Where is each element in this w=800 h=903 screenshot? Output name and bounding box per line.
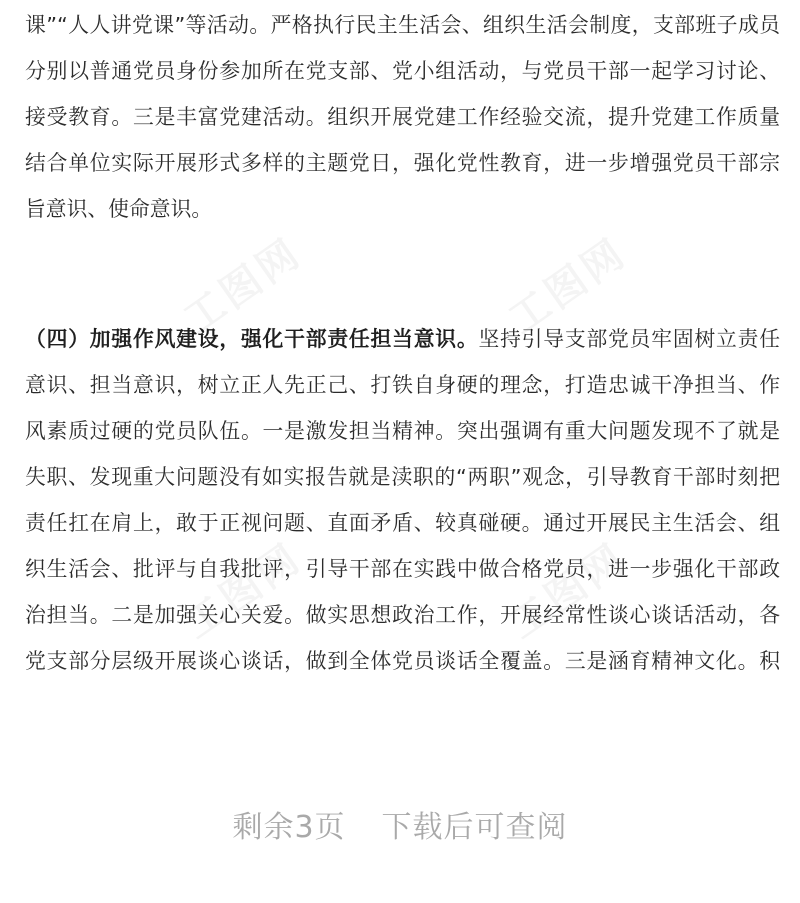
paragraph-continuation (25, 2, 780, 232)
text-line: 风素质过硬的党员队伍。一是激发担当精神。突出强调有重大问题发现不了就是 (25, 419, 780, 443)
text-line: 分别以普通党员身份参加所在党支部、党小组活动，与党员干部一起学习讨论、 (25, 59, 780, 83)
text-line: 旨意识、使命意识。 (25, 197, 213, 221)
remaining-pages-label: 剩余3页 (232, 810, 346, 845)
text-span: 坚持引导支部党员牢固树立责任 (478, 327, 780, 351)
download-to-view-label: 下载后可查阅 (381, 810, 568, 845)
watermark: 工图网 (175, 229, 311, 344)
text-line: 接受教育。三是丰富党建活动。组织开展党建工作经验交流，提升党建工作质量 (25, 105, 780, 129)
text-line: 责任扛在肩上，敢于正视问题、直面矛盾、较真碰硬。通过开展民主生活会、组 (25, 511, 780, 535)
text-line: 失职、发现重大问题没有如实报告就是渎职的“两职”观念，引导教育干部时刻把 (25, 465, 780, 489)
text-line: 结合单位实际开展形式多样的主题党日，强化党性教育，进一步增强党员干部宗 (25, 151, 780, 175)
text-line: 治担当。二是加强关心关爱。做实思想政治工作，开展经常性谈心谈话活动，各 (25, 603, 780, 627)
watermark: 工图网 (175, 534, 311, 649)
watermark: 工图网 (500, 229, 636, 344)
watermark: 工图网 (500, 534, 636, 649)
download-prompt[interactable] (0, 802, 800, 846)
heading-line (25, 316, 780, 362)
text-line: 课”“人人讲党课”等活动。严格执行民主生活会、组织生活会制度，支部班子成员 (25, 13, 780, 37)
text-line: 织生活会、批评与自我批评，引导干部在实践中做合格党员，进一步强化干部政 (25, 557, 780, 581)
section-heading: （四）加强作风建设，强化干部责任担当意识。 (25, 327, 479, 351)
text-line: 党支部分层级开展谈心谈话，做到全体党员谈话全覆盖。三是涵育精神文化。积 (25, 649, 780, 673)
paragraph-section-four (25, 316, 780, 684)
text-line: 意识、担当意识，树立正人先正己、打铁自身硬的理念，打造忠诚干净担当、作 (25, 373, 780, 397)
